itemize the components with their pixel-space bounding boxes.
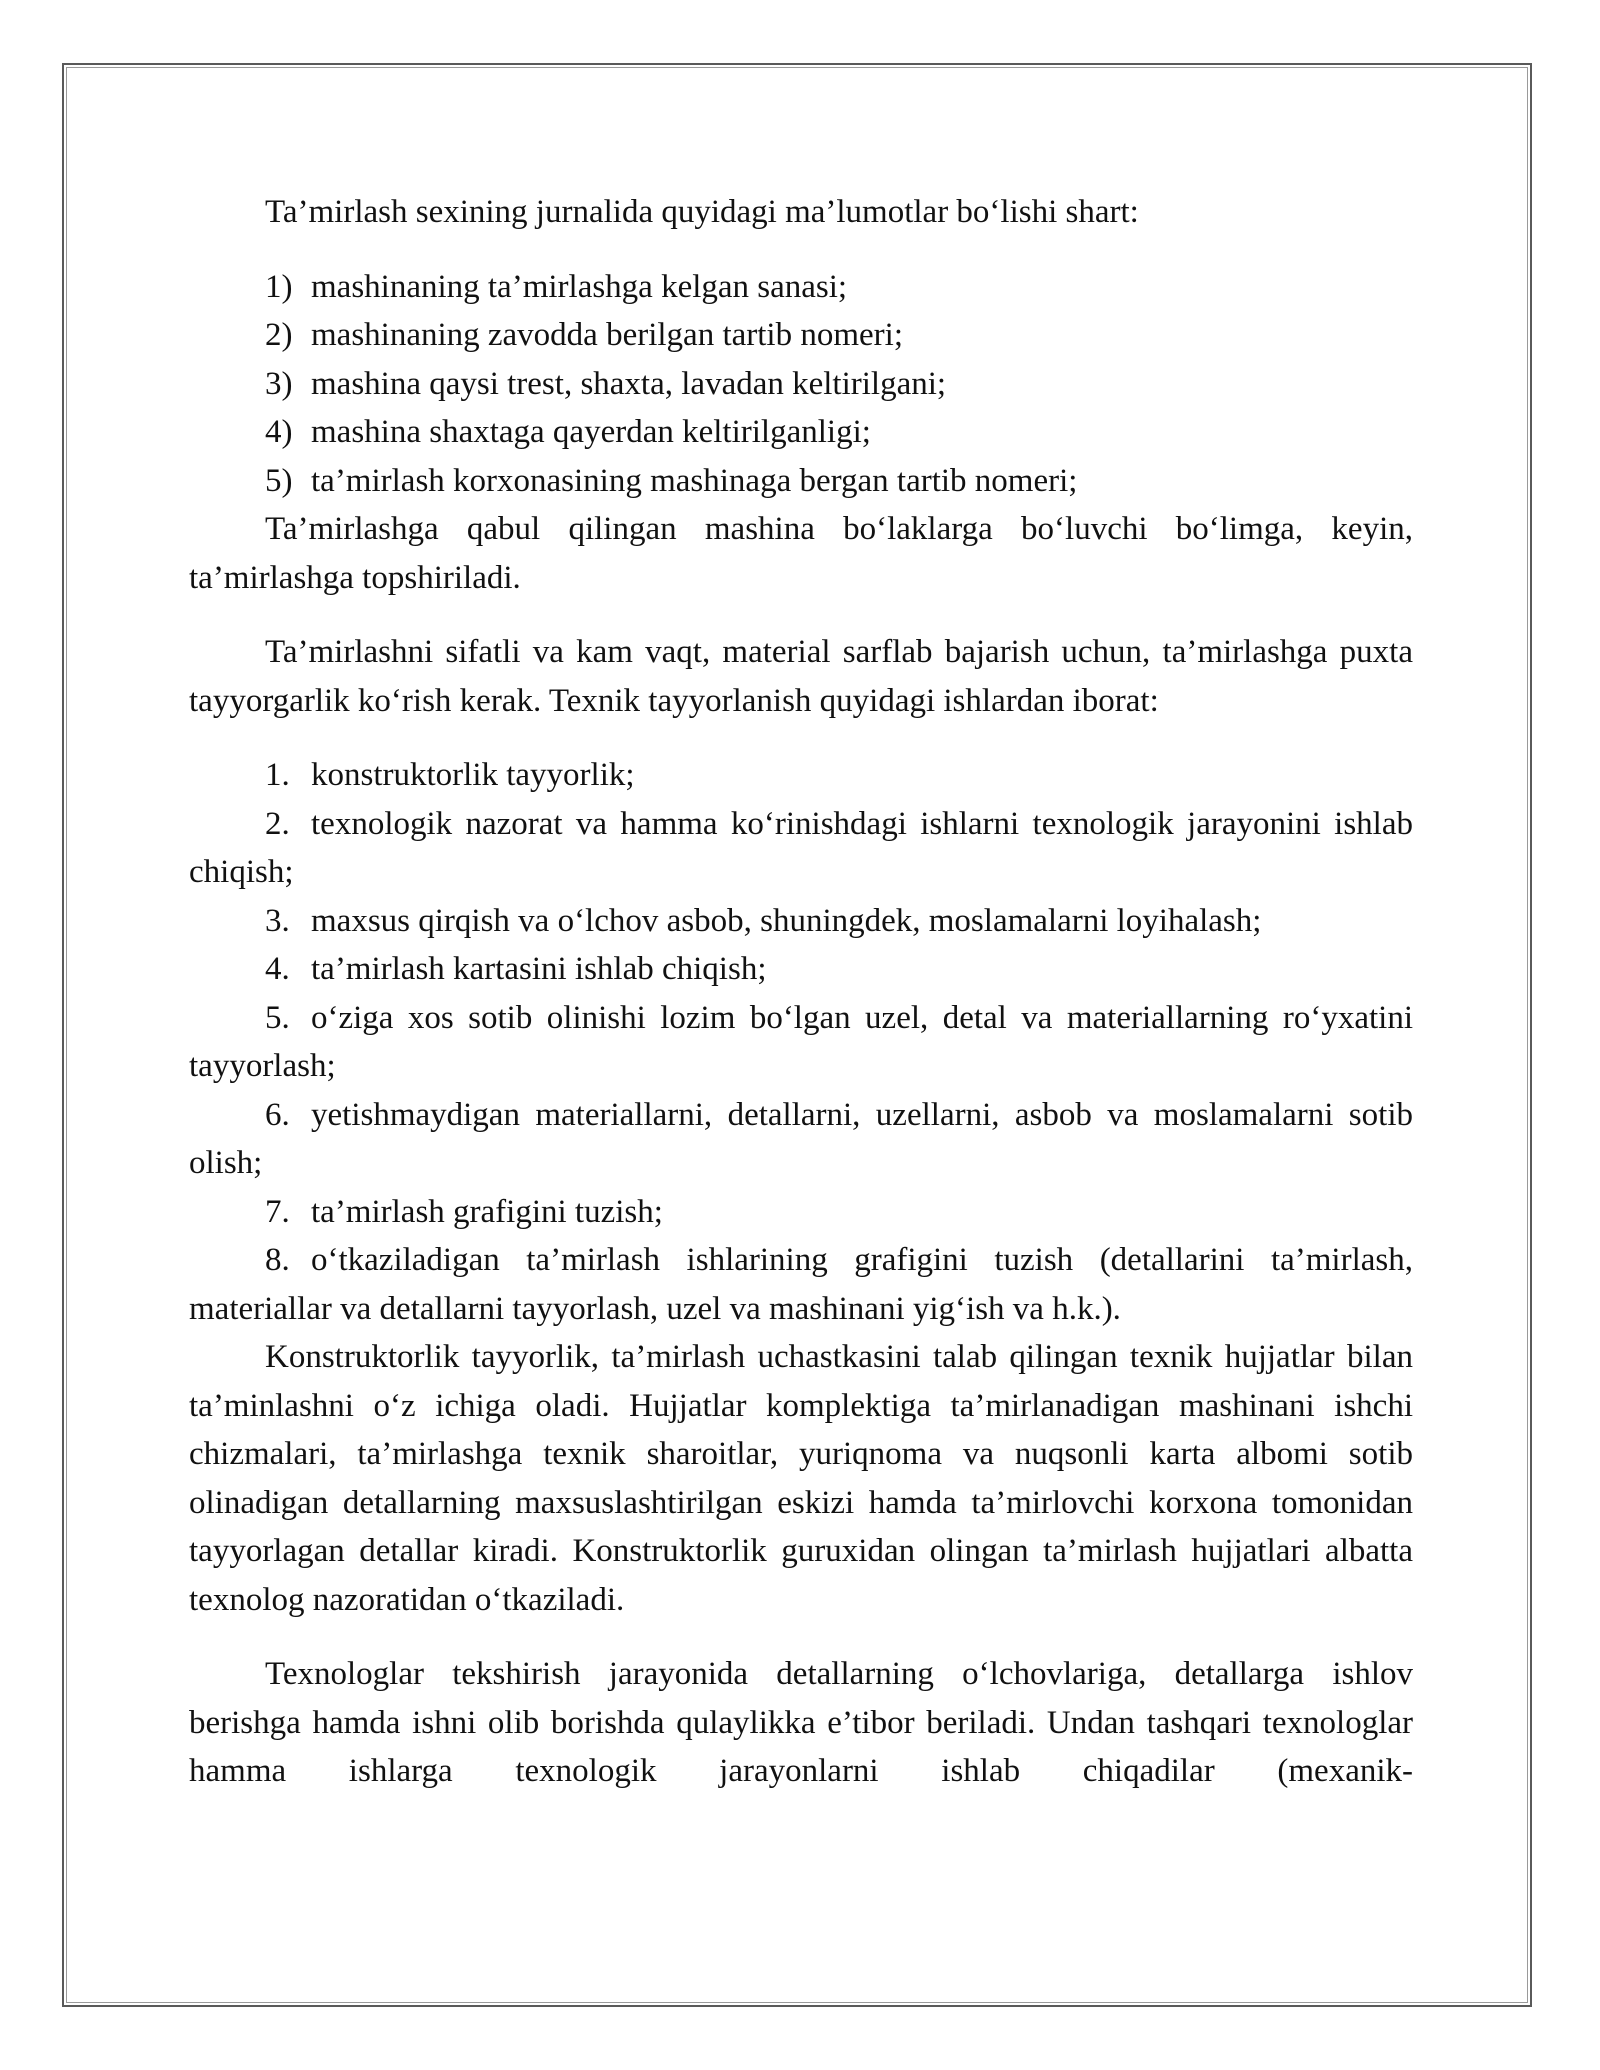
list-item [189, 1236, 1413, 1333]
list-number: 4. [265, 951, 290, 987]
list-number: 3) [265, 365, 293, 402]
list-text: mashinaning zavodda berilgan tartib nomeri; [311, 317, 903, 353]
list-item [189, 994, 1413, 1091]
list-item [189, 1091, 1413, 1188]
preparation-list [189, 751, 1413, 1333]
list-item [189, 360, 1413, 409]
list-text: maxsus qirqish va o‘lchov asbob, shuningdek, moslamalarni loyihalash; [311, 902, 1262, 939]
list-number: 2) [265, 317, 293, 353]
list-item [189, 263, 1413, 312]
list-text: o‘ziga xos sotib olinishi lozim bo‘lgan uzel, detal va materiallarning ro‘yxatini tayyorlash; [189, 999, 1413, 1084]
list-number: 1. [265, 757, 290, 793]
list-number: 3. [265, 902, 290, 939]
list-number: 4) [265, 414, 293, 450]
konstruktorlik-paragraph: Konstruktorlik tayyorlik, ta’mirlash uchastkasini talab qilingan texnik hujjatlar bilan ta’minlashni o‘z ichiga oladi. Hujjatlar komplektiga ta’mirlanadigan mashinani ishchi chizmalari, ta’mirlashga texnik sharoitlar, yuriqnoma va nuqsonli karta albomi sotib olinadigan detallarning maxsuslashtirilgan eskizi hamda ta’mirlovchi korxona tomonidan tayyorlagan detallar kiradi. Konstruktorlik guruxidan olingan ta’mirlash hujjatlari albatta texnolog nazoratidan o‘tkaziladi. [189, 1339, 1413, 1618]
list-text: konstruktorlik tayyorlik; [311, 757, 635, 793]
list-text: texnologik nazorat va hamma ko‘rinishdagi ishlarni texnologik jarayonini ishlab chiqish; [189, 805, 1413, 890]
list-item [189, 408, 1413, 457]
list-text: yetishmaydigan materiallarni, detallarni, uzellarni, asbob va moslamalarni sotib olish; [189, 1096, 1413, 1181]
list-text: mashina qaysi trest, shaxta, lavadan keltirilgani; [311, 365, 947, 402]
list-item [189, 457, 1413, 506]
list-text: ta’mirlash grafigini tuzish; [311, 1193, 663, 1230]
list-text: ta’mirlash kartasini ishlab chiqish; [311, 951, 767, 987]
texnologlar-paragraph: Texnologlar tekshirish jarayonida detallarning o‘lchovlariga, detallarga ishlov berishga hamda ishni olib borishda qulaylikka e’tibor beriladi. Undan tashqari texnologlar hamma ishlarga texnologik jarayonlarni ishlab chiqadilar (mexanik- [189, 1656, 1413, 1789]
list-text: mashina shaxtaga qayerdan keltirilganligi; [311, 414, 871, 450]
list-number: 2. [265, 805, 290, 842]
intro-paragraph: Ta’mirlash sexining jurnalida quyidagi ma’lumotlar bo‘lishi shart: [265, 194, 1139, 230]
list-number: 1) [265, 268, 293, 305]
list-text: ta’mirlash korxonasining mashinaga bergan tartib nomeri; [311, 462, 1078, 499]
list-number: 8. [265, 1242, 290, 1278]
list-item [189, 751, 1413, 800]
list-item [189, 897, 1413, 946]
list-item [189, 311, 1413, 360]
list-item [189, 1188, 1413, 1237]
list-number: 7. [265, 1193, 290, 1230]
list-number: 5. [265, 999, 290, 1036]
list-text: o‘tkaziladigan ta’mirlash ishlarining grafigini tuzish (detallarini ta’mirlash, materiallar va detallarni tayyorlash, uzel va mashinani yig‘ish va h.k.). [189, 1242, 1413, 1327]
list-text: mashinaning ta’mirlashga kelgan sanasi; [311, 268, 848, 305]
preparation-paragraph: Ta’mirlashni sifatli va kam vaqt, material sarflab bajarish uchun, ta’mirlashga puxta tayyorgarlik ko‘rish kerak. Texnik tayyorlanish quyidagi ishlardan iborat: [189, 634, 1413, 719]
accepted-paragraph: Ta’mirlashga qabul qilingan mashina bo‘laklarga bo‘luvchi bo‘limga, keyin, ta’mirlashga topshiriladi. [189, 511, 1413, 596]
list-number: 5) [265, 462, 293, 499]
list-number: 6. [265, 1096, 290, 1133]
journal-list [189, 263, 1413, 506]
document-body [189, 188, 1413, 1796]
list-item [189, 800, 1413, 897]
list-item [189, 945, 1413, 994]
